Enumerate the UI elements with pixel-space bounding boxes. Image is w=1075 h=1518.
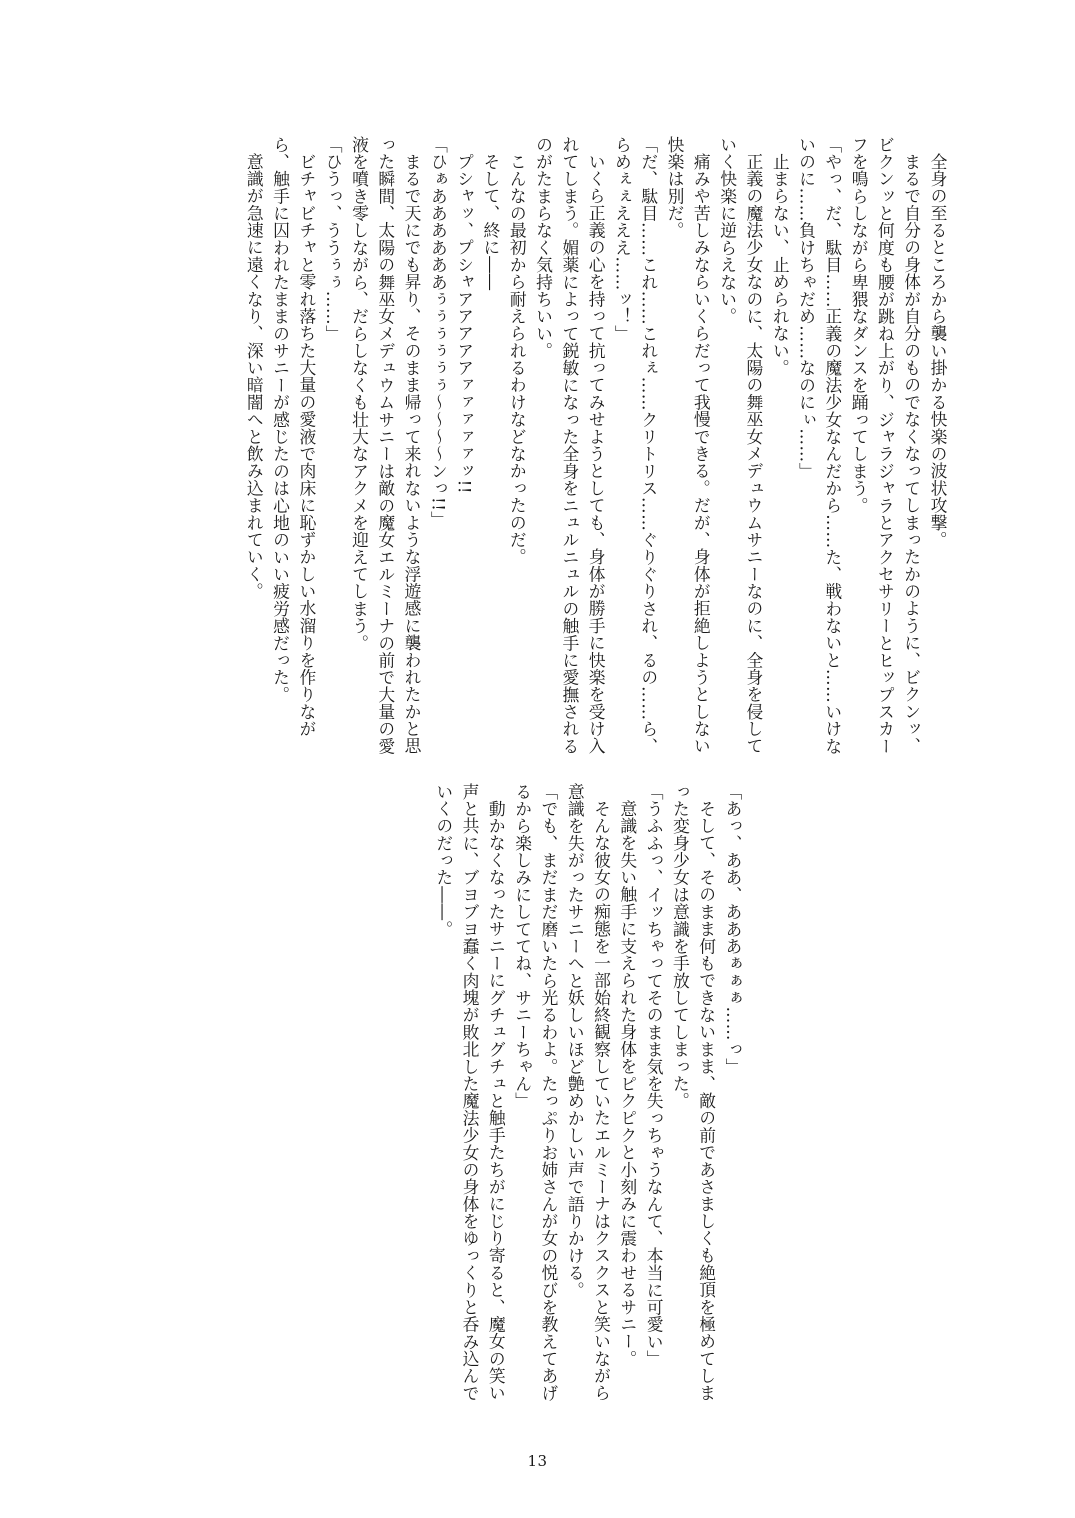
paragraph: そして、そのまま何もできないまま、敵の前であさましくも絶頂を極めてしまった変身少女は意識を手放してしまった。 — [670, 783, 717, 1402]
paragraph: 動かなくなったサニーにグチュグチュと触手たちがにじり寄ると、魔女の笑い声と共に、ブヨブヨ蠢く肉塊が敗北した魔法少女の身体をゆっくりと呑み込んでいくのだった――。 — [433, 783, 507, 1402]
paragraph: ビチャビチャと零れ落ちた大量の愛液で肉床に恥ずかしい水溜りを作りながら、触手に囚われたままのサニーが感じたのは心地のいい疲労感だった。 — [270, 136, 317, 738]
paragraph: まるで自分の身体が自分のものでなくなってしまったかのように、ビクンッ、ビクンッと何度も腰が跳ね上がり、ジャラジャラとアクセサリーとヒップスカーフを鳴らしながら卑猥なダンスを踊ってしまう。 — [849, 136, 922, 755]
upper-text-block — [241, 136, 951, 770]
lower-text-block — [430, 783, 746, 1417]
paragraph: こんなの最初から耐えられるわけなどなかったのだ。 — [507, 152, 528, 566]
paragraph: そして、終に―― — [480, 152, 501, 291]
paragraph: 痛みや苦しみならいくらだって我慢できる。だが、身体が拒絶しようとしない快楽は別だ。 — [665, 136, 712, 755]
paragraph: 「ひぁああああああぅぅぅぅぅぅ〜〜〜〜ンっ!!」 — [428, 136, 449, 529]
paragraph: 止まらない、止められない。 — [770, 152, 791, 377]
paragraph: 「ひうっ、ううぅぅ……」 — [323, 136, 344, 343]
paragraph: 意識を失い触手に支えられた身体をピクピクと小刻みに震わせるサニー。 — [617, 799, 638, 1368]
paragraph: 「でも、まだまだ磨いたら光るわよ。たっぷりお姉さんが女の悦びを教えてあげるから楽しみにしててね、サニーちゃん」 — [512, 783, 559, 1402]
paragraph: まるで天にでも昇り、そのまま帰って来れないような浮遊感に襲われたかと思った瞬間、太陽の舞巫女メデュウムサニーは敵の魔女エルミーナの前で大量の愛液を噴き零しながら、だらしなくも壮大なアクメを迎えてしまう。 — [349, 136, 423, 755]
paragraph: 意識が急速に遠くなり、深い暗闇へと飲み込まれていく。 — [244, 152, 265, 600]
paragraph: そんな彼女の痴態を一部始終観察していたエルミーナはクスクスと笑いながら意識を失がったサニーへと妖しいほど艶めかしい声で語りかける。 — [565, 783, 612, 1402]
paragraph: 「やっ、だ、駄目……正義の魔法少女なんだから……た、戦わないと……いけないのに……負けちゃだめ……なのにぃ……」 — [796, 136, 843, 755]
paragraph: 「あっ、ああ、あああぁぁぁ……っ」 — [723, 783, 743, 1076]
paragraph: 「うふふっ、イッちゃってそのまま気を失っちゃうなんて、本当に可愛い」 — [644, 783, 665, 1368]
page-number: 13 — [527, 1452, 548, 1470]
paragraph: 「だ、駄目……これ……これぇ……クリトリス……ぐりぐりされ、るの……ら、らめぇぇえええ……ッ！」 — [612, 136, 659, 755]
paragraph: 全身の至るところから襲い掛かる快楽の波状攻撃。 — [928, 152, 948, 549]
paragraph: いくら正義の心を持って抗ってみせようとしても、身体が勝手に快楽を受け入れてしまう。媚薬によって鋭敏になった全身をニュルニュルの触手に愛撫されるのがたまらなく気持ちいい。 — [533, 136, 607, 755]
paragraph: 正義の魔法少女なのに、太陽の舞巫女メデュウムサニーなのに、全身を侵していく快楽に逆らえない。 — [717, 136, 764, 755]
paragraph: プシャッ、プシャアアアアアァァァァァッ!! — [454, 152, 475, 494]
